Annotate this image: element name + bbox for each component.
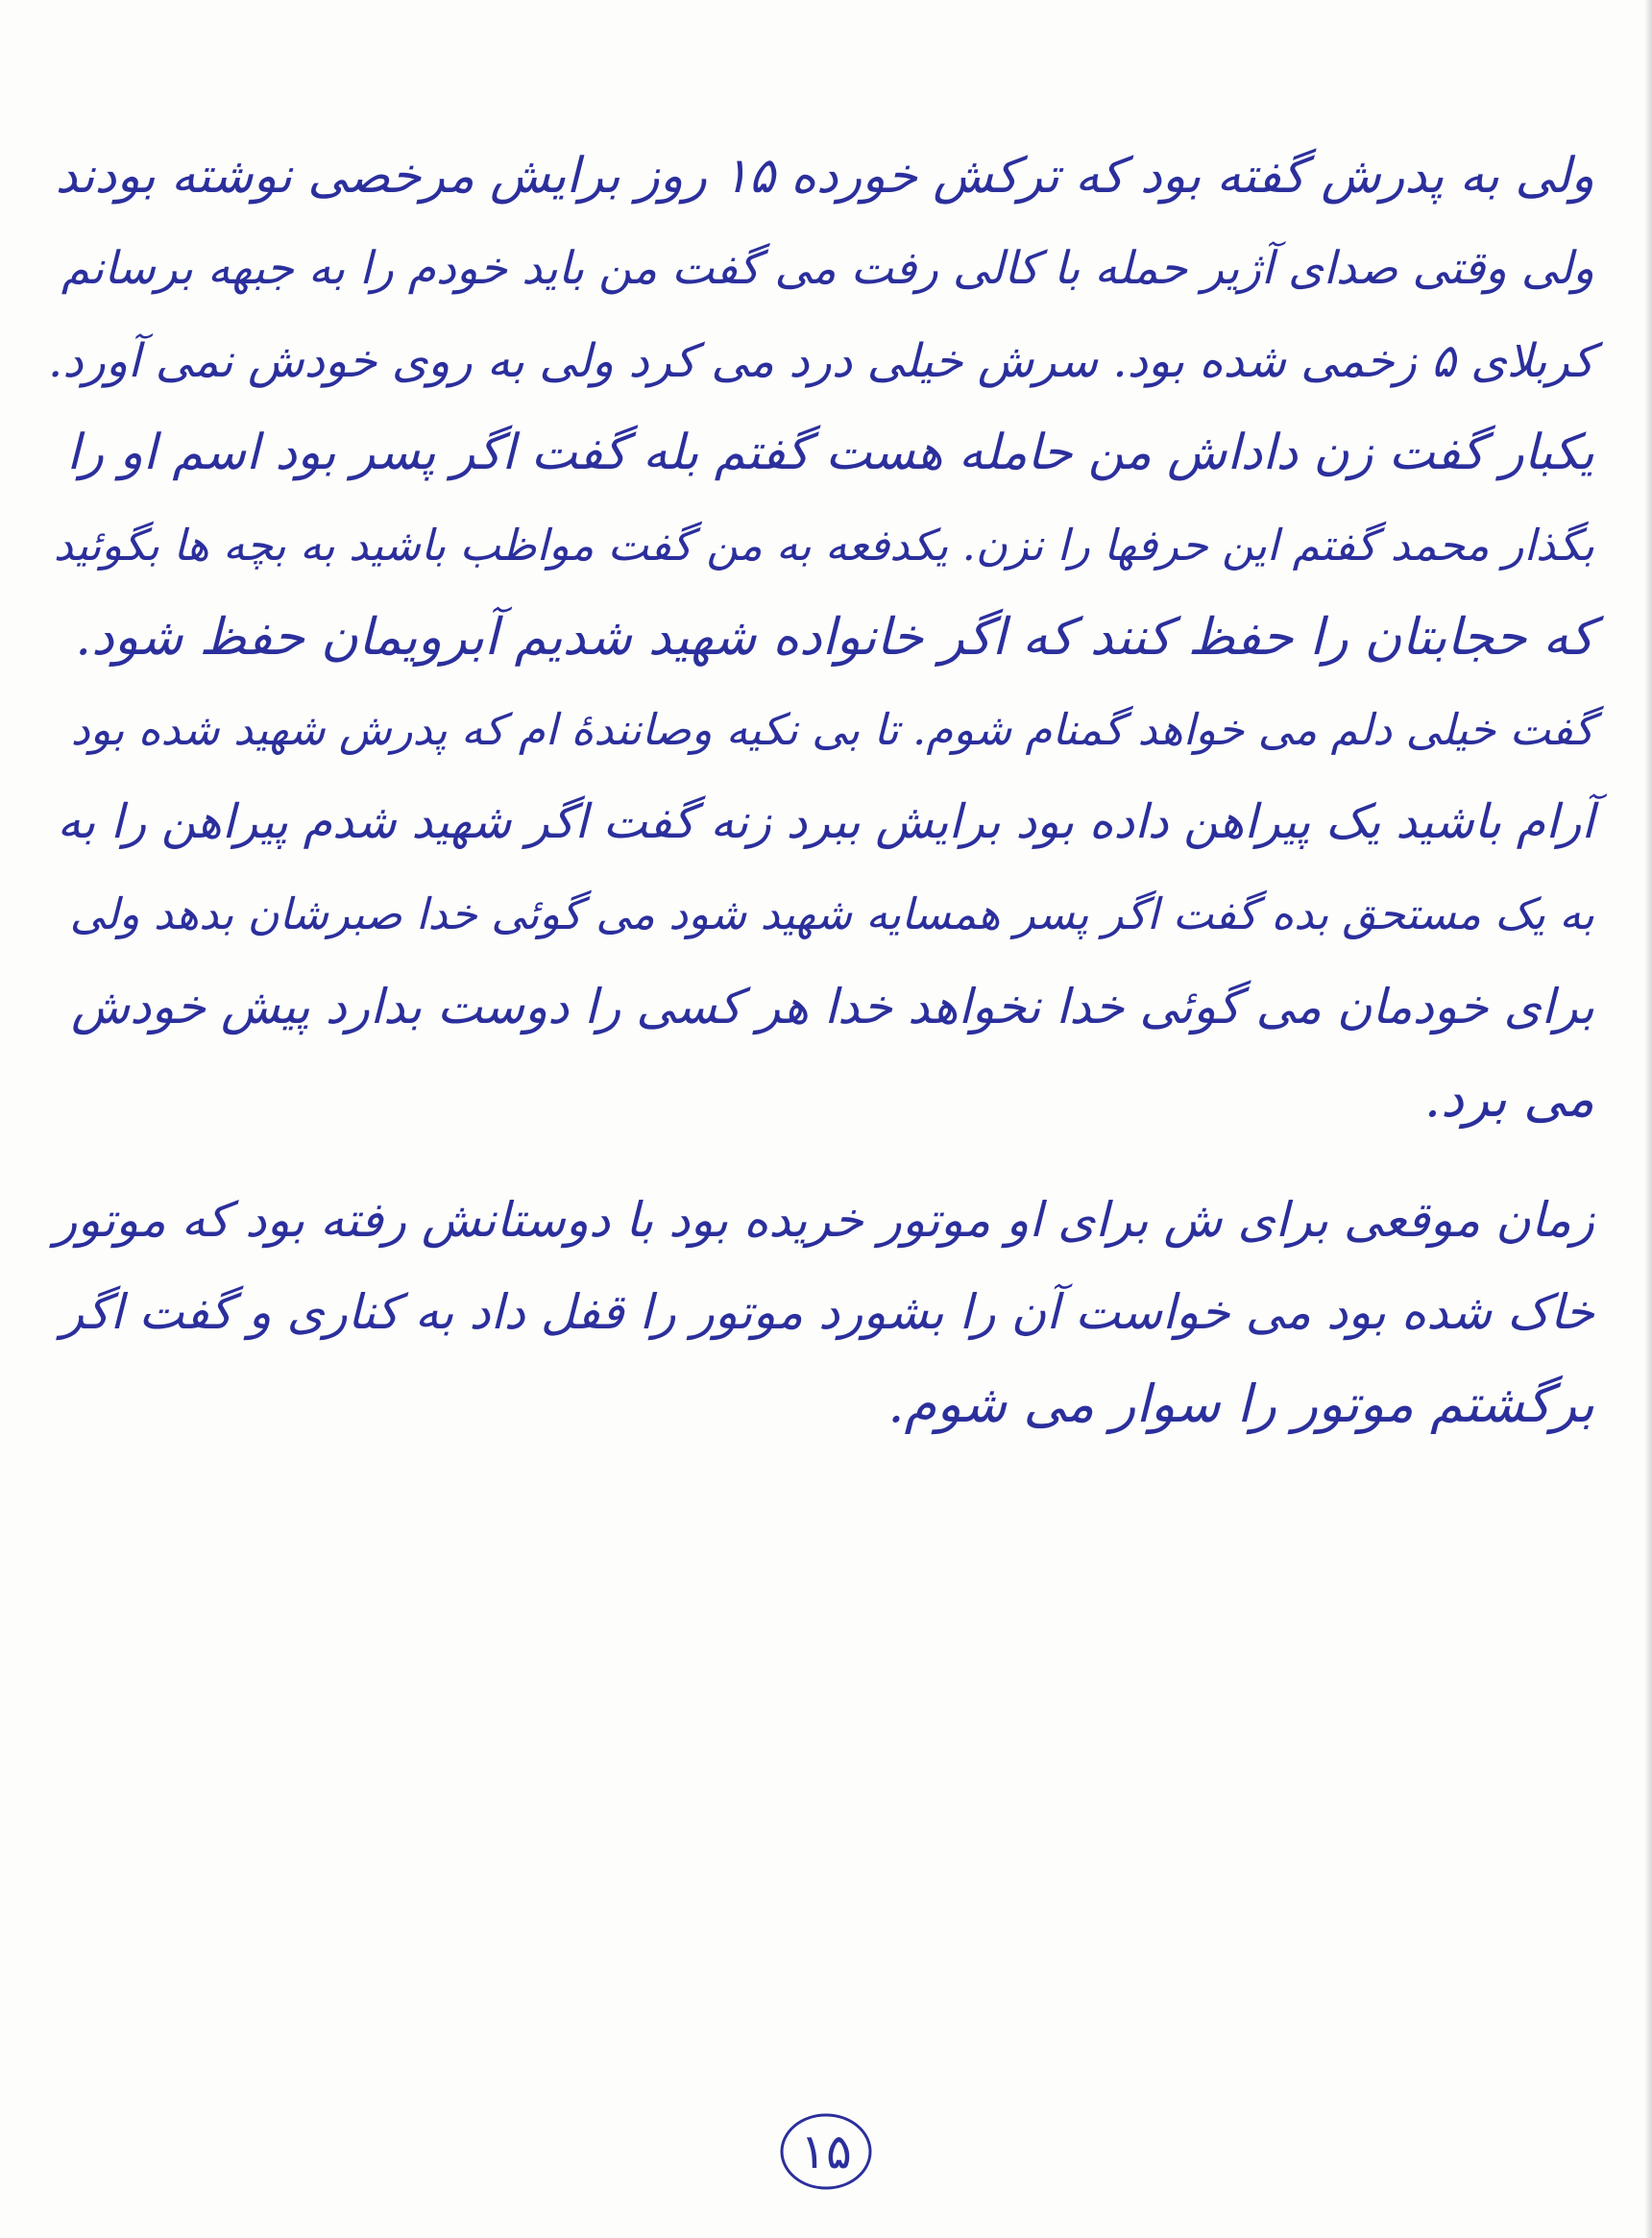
text-line-5: بگذار محمد گفتم این حرفها را نزن. یکدفعه به من گفت مواظب باشید به بچه ها بگوئید [53,520,1594,571]
page-number [759,2108,893,2195]
text-line-9: به یک مستحق بده گفت اگر پسر همسایه شهید شود می گوئی خدا صبرشان بدهد ولی [69,888,1594,939]
page-number-text: ۱۵ [800,2124,852,2179]
text-line-6: که حجابتان را حفظ کنند که اگر خانواده شهید شدیم آبرویمان حفظ شود. [75,608,1594,667]
text-line-11: می برد. [1423,1068,1594,1129]
text-line-12: زمان موقعی برای ش برای او موتور خریده بود با دوستانش رفته بود که موتور [54,1192,1594,1248]
text-line-8: آرام باشید یک پیراهن داده بود برایش ببرد زنه گفت اگر شهید شدم پیراهن را به [57,794,1594,849]
handwritten-text-block [48,144,1594,1464]
page-edge [1644,0,1652,2238]
text-line-10: برای خودمان می گوئی خدا نخواهد خدا هر کسی را دوست بدارد پیش خودش [71,979,1594,1034]
text-line-4: یکبار گفت زن داداش من حامله هست گفتم بله گفت اگر پسر بود اسم او را [66,425,1594,481]
text-line-3: کربلای ۵ زخمی شده بود. سرش خیلی درد می کرد ولی به روی خودش نمی آورد. [48,334,1594,388]
text-line-1: ولی به پدرش گفته بود که ترکش خورده ۱۵ روز برایش مرخصی نوشته بودند [55,148,1594,205]
text-line-14: برگشتم موتور را سوار می شوم. [887,1374,1594,1434]
text-line-13: خاک شده بود می خواست آن را بشورد موتور را قفل داد به کناری و گفت اگر [61,1284,1594,1340]
text-line-7: گفت خیلی دلم می خواهد گمنام شوم. تا بی نکیه وصانندهٔ ام که پدرش شهید شده بود [70,704,1594,755]
text-line-2: ولی وقتی صدای آژیر حمله با کالی رفت می گفت من باید خودم را به جبهه برسانم [61,242,1594,295]
